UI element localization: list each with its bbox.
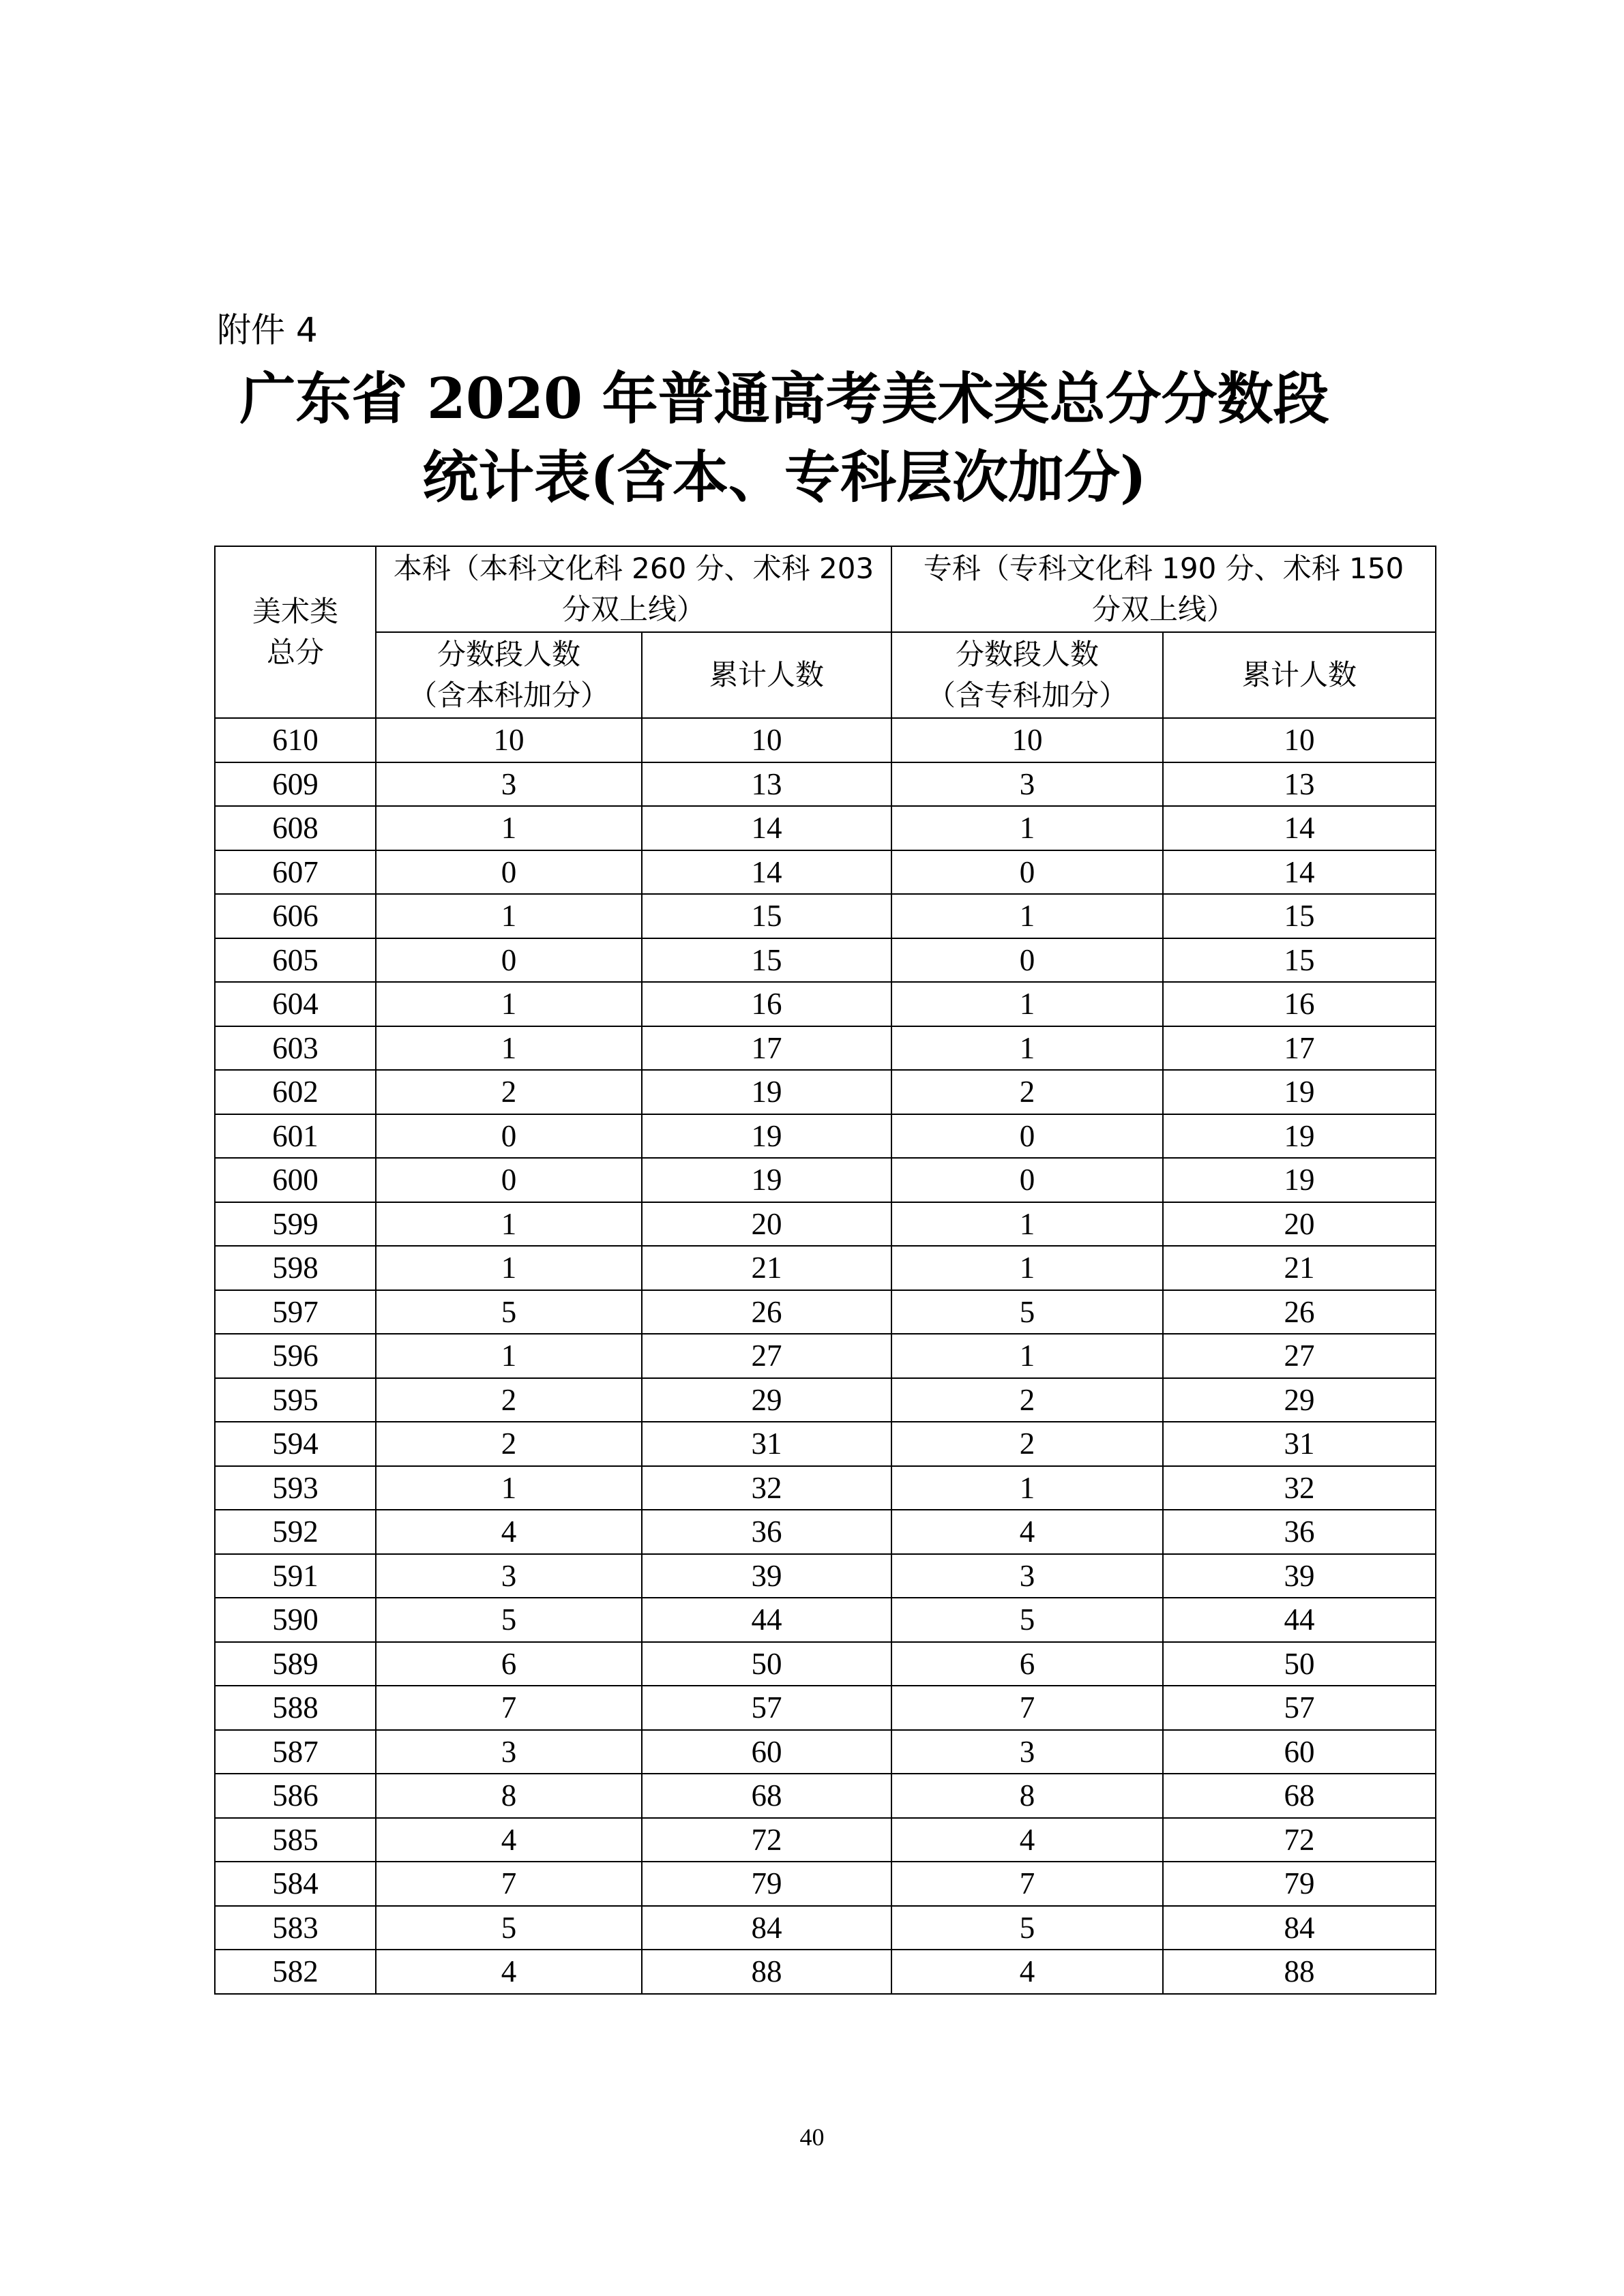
cell-benke-segment: 3 — [376, 1730, 642, 1774]
table-row — [215, 1114, 1436, 1159]
header-benke-cumulative: 累计人数 — [642, 632, 891, 718]
header-benke-segment — [376, 632, 642, 718]
header-group-benke — [376, 546, 891, 632]
cell-benke-segment: 0 — [376, 1114, 642, 1159]
cell-benke-segment: 2 — [376, 1422, 642, 1466]
cell-zhuanke-cumulative: 88 — [1163, 1950, 1436, 1994]
cell-zhuanke-cumulative: 15 — [1163, 938, 1436, 983]
cell-benke-segment: 1 — [376, 1026, 642, 1071]
header-score-line2: 总分 — [266, 636, 324, 669]
table-row — [215, 1950, 1436, 1994]
cell-benke-segment: 5 — [376, 1290, 642, 1335]
cell-benke-segment: 4 — [376, 1510, 642, 1554]
cell-zhuanke-cumulative: 19 — [1163, 1158, 1436, 1202]
cell-benke-cumulative: 26 — [642, 1290, 891, 1335]
cell-benke-segment: 3 — [376, 762, 642, 807]
table-row — [215, 1202, 1436, 1247]
cell-zhuanke-segment: 0 — [891, 850, 1163, 895]
cell-benke-cumulative: 15 — [642, 938, 891, 983]
cell-zhuanke-segment: 3 — [891, 762, 1163, 807]
table-row — [215, 850, 1436, 895]
table-row — [215, 1246, 1436, 1290]
header-zhuanke-cumulative: 累计人数 — [1163, 632, 1436, 718]
cell-benke-cumulative: 36 — [642, 1510, 891, 1554]
cell-zhuanke-segment: 4 — [891, 1950, 1163, 1994]
cell-zhuanke-segment: 7 — [891, 1862, 1163, 1906]
cell-score: 589 — [215, 1642, 376, 1686]
header-group-zhuanke-line2: 分双上线） — [1092, 593, 1236, 626]
cell-zhuanke-cumulative: 27 — [1163, 1334, 1436, 1378]
cell-score: 591 — [215, 1554, 376, 1598]
table-row — [215, 718, 1436, 762]
cell-score: 596 — [215, 1334, 376, 1378]
cell-score: 582 — [215, 1950, 376, 1994]
table-row — [215, 1554, 1436, 1598]
cell-benke-cumulative: 16 — [642, 982, 891, 1026]
cell-zhuanke-cumulative: 19 — [1163, 1114, 1436, 1159]
cell-zhuanke-segment: 1 — [891, 1202, 1163, 1247]
cell-score: 586 — [215, 1774, 376, 1818]
cell-zhuanke-cumulative: 68 — [1163, 1774, 1436, 1818]
cell-benke-cumulative: 44 — [642, 1598, 891, 1642]
cell-score: 610 — [215, 718, 376, 762]
cell-score: 592 — [215, 1510, 376, 1554]
table-row — [215, 1158, 1436, 1202]
table-row — [215, 1290, 1436, 1335]
cell-score: 587 — [215, 1730, 376, 1774]
table-row — [215, 1862, 1436, 1906]
header-benke-segment-line1: 分数段人数 — [437, 638, 580, 671]
table-row — [215, 1026, 1436, 1071]
header-score — [215, 546, 376, 718]
cell-benke-segment: 2 — [376, 1070, 642, 1114]
cell-score: 599 — [215, 1202, 376, 1247]
table-row — [215, 894, 1436, 938]
cell-zhuanke-cumulative: 20 — [1163, 1202, 1436, 1247]
cell-benke-cumulative: 14 — [642, 806, 891, 850]
cell-zhuanke-cumulative: 29 — [1163, 1378, 1436, 1422]
cell-benke-cumulative: 39 — [642, 1554, 891, 1598]
cell-score: 600 — [215, 1158, 376, 1202]
table-row — [215, 806, 1436, 850]
table-row — [215, 1334, 1436, 1378]
cell-benke-cumulative: 21 — [642, 1246, 891, 1290]
cell-zhuanke-cumulative: 32 — [1163, 1466, 1436, 1510]
cell-zhuanke-segment: 2 — [891, 1422, 1163, 1466]
cell-benke-segment: 7 — [376, 1686, 642, 1730]
cell-benke-segment: 10 — [376, 718, 642, 762]
cell-zhuanke-cumulative: 19 — [1163, 1070, 1436, 1114]
cell-benke-segment: 0 — [376, 1158, 642, 1202]
cell-zhuanke-cumulative: 39 — [1163, 1554, 1436, 1598]
cell-benke-cumulative: 88 — [642, 1950, 891, 1994]
cell-score: 602 — [215, 1070, 376, 1114]
table-row — [215, 1422, 1436, 1466]
cell-zhuanke-segment: 8 — [891, 1774, 1163, 1818]
table-row — [215, 1642, 1436, 1686]
table-row — [215, 1774, 1436, 1818]
cell-benke-segment: 2 — [376, 1378, 642, 1422]
cell-score: 598 — [215, 1246, 376, 1290]
cell-zhuanke-segment: 4 — [891, 1818, 1163, 1862]
cell-benke-cumulative: 10 — [642, 718, 891, 762]
cell-zhuanke-segment: 10 — [891, 718, 1163, 762]
header-group-benke-line1: 本科（本科文化科 260 分、术科 203 — [393, 552, 874, 585]
cell-zhuanke-cumulative: 60 — [1163, 1730, 1436, 1774]
cell-zhuanke-cumulative: 36 — [1163, 1510, 1436, 1554]
cell-score: 603 — [215, 1026, 376, 1071]
cell-score: 584 — [215, 1862, 376, 1906]
cell-benke-cumulative: 84 — [642, 1906, 891, 1950]
cell-benke-cumulative: 19 — [642, 1070, 891, 1114]
cell-benke-cumulative: 79 — [642, 1862, 891, 1906]
cell-score: 608 — [215, 806, 376, 850]
cell-zhuanke-cumulative: 10 — [1163, 718, 1436, 762]
cell-benke-segment: 0 — [376, 938, 642, 983]
cell-benke-cumulative: 72 — [642, 1818, 891, 1862]
cell-benke-segment: 1 — [376, 894, 642, 938]
cell-zhuanke-segment: 7 — [891, 1686, 1163, 1730]
header-group-benke-line2: 分双上线） — [562, 593, 706, 626]
cell-benke-cumulative: 32 — [642, 1466, 891, 1510]
cell-benke-segment: 5 — [376, 1906, 642, 1950]
table-row — [215, 1378, 1436, 1422]
cell-benke-cumulative: 13 — [642, 762, 891, 807]
cell-benke-cumulative: 57 — [642, 1686, 891, 1730]
cell-benke-segment: 1 — [376, 1202, 642, 1247]
cell-zhuanke-cumulative: 15 — [1163, 894, 1436, 938]
cell-zhuanke-segment: 5 — [891, 1290, 1163, 1335]
cell-zhuanke-segment: 1 — [891, 982, 1163, 1026]
cell-zhuanke-cumulative: 14 — [1163, 850, 1436, 895]
table-row — [215, 762, 1436, 807]
header-zhuanke-segment — [891, 632, 1163, 718]
cell-zhuanke-segment: 2 — [891, 1070, 1163, 1114]
cell-benke-segment: 1 — [376, 1466, 642, 1510]
cell-score: 601 — [215, 1114, 376, 1159]
cell-benke-segment: 1 — [376, 982, 642, 1026]
table-row — [215, 1730, 1436, 1774]
cell-score: 583 — [215, 1906, 376, 1950]
cell-benke-cumulative: 50 — [642, 1642, 891, 1686]
table-row — [215, 1598, 1436, 1642]
cell-zhuanke-segment: 1 — [891, 894, 1163, 938]
cell-zhuanke-segment: 2 — [891, 1378, 1163, 1422]
cell-score: 590 — [215, 1598, 376, 1642]
score-distribution-table — [214, 546, 1436, 1995]
table-body — [215, 718, 1436, 1994]
table-row — [215, 982, 1436, 1026]
cell-benke-cumulative: 31 — [642, 1422, 891, 1466]
cell-score: 605 — [215, 938, 376, 983]
cell-score: 609 — [215, 762, 376, 807]
cell-zhuanke-cumulative: 14 — [1163, 806, 1436, 850]
cell-zhuanke-cumulative: 72 — [1163, 1818, 1436, 1862]
cell-zhuanke-segment: 1 — [891, 1466, 1163, 1510]
cell-zhuanke-segment: 4 — [891, 1510, 1163, 1554]
cell-zhuanke-cumulative: 50 — [1163, 1642, 1436, 1686]
table-row — [215, 938, 1436, 983]
header-score-line1: 美术类 — [252, 595, 338, 628]
attachment-label: 附件 4 — [217, 310, 318, 350]
cell-zhuanke-segment: 0 — [891, 938, 1163, 983]
cell-benke-segment: 4 — [376, 1818, 642, 1862]
cell-benke-cumulative: 27 — [642, 1334, 891, 1378]
cell-score: 597 — [215, 1290, 376, 1335]
page-number: 40 — [799, 2123, 825, 2151]
cell-benke-segment: 0 — [376, 850, 642, 895]
header-zhuanke-segment-line2: （含专科加分） — [927, 679, 1128, 712]
cell-zhuanke-segment: 3 — [891, 1554, 1163, 1598]
cell-benke-segment: 1 — [376, 806, 642, 850]
cell-benke-segment: 1 — [376, 1334, 642, 1378]
cell-zhuanke-segment: 1 — [891, 1246, 1163, 1290]
cell-benke-segment: 4 — [376, 1950, 642, 1994]
table-row — [215, 1818, 1436, 1862]
page-title-line2: 统计表(含本、专科层次加分) — [422, 445, 1147, 510]
cell-benke-cumulative: 20 — [642, 1202, 891, 1247]
cell-zhuanke-cumulative: 79 — [1163, 1862, 1436, 1906]
cell-benke-segment: 6 — [376, 1642, 642, 1686]
header-benke-segment-line2: （含本科加分） — [408, 679, 609, 712]
cell-benke-cumulative: 17 — [642, 1026, 891, 1071]
table-row — [215, 1510, 1436, 1554]
cell-zhuanke-cumulative: 13 — [1163, 762, 1436, 807]
cell-zhuanke-segment: 3 — [891, 1730, 1163, 1774]
cell-score: 607 — [215, 850, 376, 895]
cell-zhuanke-segment: 0 — [891, 1114, 1163, 1159]
cell-zhuanke-segment: 5 — [891, 1598, 1163, 1642]
cell-zhuanke-segment: 1 — [891, 1026, 1163, 1071]
cell-zhuanke-cumulative: 26 — [1163, 1290, 1436, 1335]
cell-zhuanke-segment: 0 — [891, 1158, 1163, 1202]
table-row — [215, 1906, 1436, 1950]
cell-benke-segment: 3 — [376, 1554, 642, 1598]
cell-benke-cumulative: 68 — [642, 1774, 891, 1818]
cell-zhuanke-cumulative: 44 — [1163, 1598, 1436, 1642]
header-group-zhuanke — [891, 546, 1436, 632]
cell-benke-cumulative: 14 — [642, 850, 891, 895]
cell-score: 595 — [215, 1378, 376, 1422]
table-row — [215, 1466, 1436, 1510]
cell-zhuanke-segment: 5 — [891, 1906, 1163, 1950]
cell-benke-cumulative: 19 — [642, 1114, 891, 1159]
cell-benke-cumulative: 15 — [642, 894, 891, 938]
cell-score: 588 — [215, 1686, 376, 1730]
cell-zhuanke-cumulative: 16 — [1163, 982, 1436, 1026]
page-title-line1: 广东省 2020 年普通高考美术类总分分数段 — [239, 366, 1329, 432]
cell-zhuanke-cumulative: 84 — [1163, 1906, 1436, 1950]
cell-score: 585 — [215, 1818, 376, 1862]
cell-zhuanke-cumulative: 21 — [1163, 1246, 1436, 1290]
cell-benke-cumulative: 60 — [642, 1730, 891, 1774]
cell-benke-cumulative: 19 — [642, 1158, 891, 1202]
cell-zhuanke-cumulative: 17 — [1163, 1026, 1436, 1071]
cell-zhuanke-segment: 1 — [891, 806, 1163, 850]
cell-zhuanke-cumulative: 57 — [1163, 1686, 1436, 1730]
cell-benke-segment: 5 — [376, 1598, 642, 1642]
cell-benke-cumulative: 29 — [642, 1378, 891, 1422]
cell-benke-segment: 1 — [376, 1246, 642, 1290]
header-zhuanke-segment-line1: 分数段人数 — [956, 638, 1099, 671]
cell-score: 593 — [215, 1466, 376, 1510]
cell-benke-segment: 7 — [376, 1862, 642, 1906]
table-row — [215, 1686, 1436, 1730]
cell-zhuanke-cumulative: 31 — [1163, 1422, 1436, 1466]
cell-score: 604 — [215, 982, 376, 1026]
table-row — [215, 1070, 1436, 1114]
cell-zhuanke-segment: 1 — [891, 1334, 1163, 1378]
cell-score: 606 — [215, 894, 376, 938]
cell-benke-segment: 8 — [376, 1774, 642, 1818]
header-group-zhuanke-line1: 专科（专科文化科 190 分、术科 150 — [923, 552, 1404, 585]
cell-zhuanke-segment: 6 — [891, 1642, 1163, 1686]
cell-score: 594 — [215, 1422, 376, 1466]
